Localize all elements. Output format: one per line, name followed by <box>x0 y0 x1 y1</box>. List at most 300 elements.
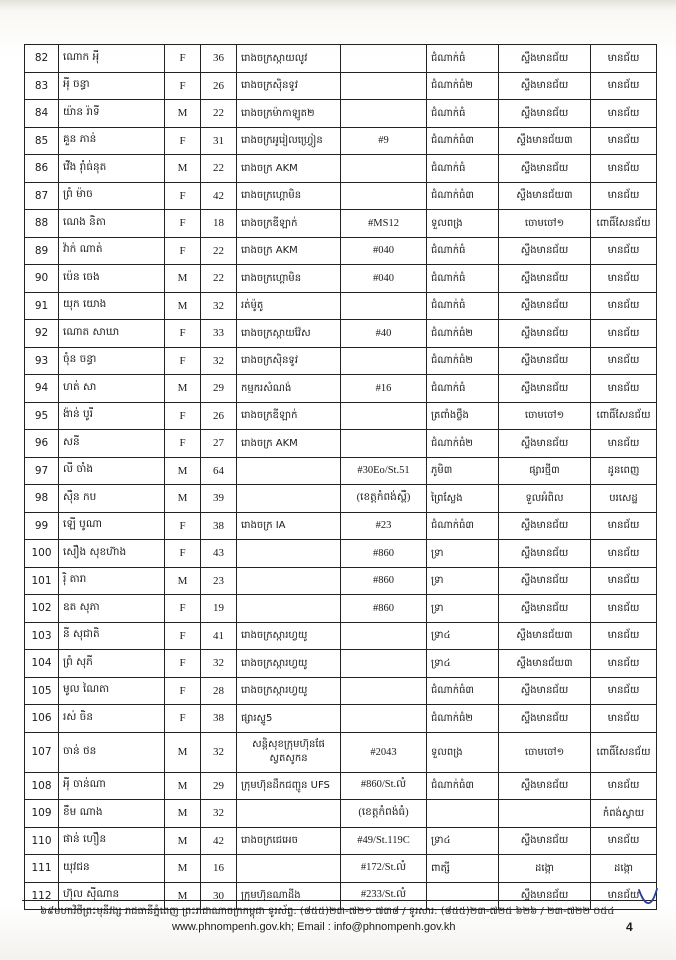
cell-district: មានជ័យ <box>591 72 657 100</box>
cell-workplace: រោងចក្រ AKM <box>237 237 341 265</box>
cell-district: មានជ័យ <box>591 540 657 568</box>
cell-age: 30 <box>201 882 237 910</box>
cell-age: 38 <box>201 512 237 540</box>
cell-village: ទ្រា៤ <box>427 622 499 650</box>
handwritten-mark-icon <box>636 886 660 908</box>
cell-number: 89 <box>25 237 59 265</box>
cell-house-number <box>341 622 427 650</box>
cell-district: ដង្កោ <box>591 855 657 883</box>
cell-sex: M <box>165 485 201 513</box>
cell-name: ណេង និតា <box>59 210 165 238</box>
cell-commune: ទួលអំពិល <box>499 485 591 513</box>
cell-district: មានជ័យ <box>591 567 657 595</box>
cell-name: រស់ ចិន <box>59 705 165 733</box>
cell-number: 94 <box>25 375 59 403</box>
cell-name: ប៉េន ចេង <box>59 265 165 293</box>
cell-sex: M <box>165 855 201 883</box>
cell-name: គួន ភាន់ <box>59 127 165 155</box>
cell-district: កំពង់ស្វាយ <box>591 800 657 828</box>
cell-house-number: #40 <box>341 320 427 348</box>
cell-name: ចុំន ចន្ធា <box>59 347 165 375</box>
table-row <box>25 705 657 733</box>
cell-workplace: រោងចក្រ AKM <box>237 430 341 458</box>
cell-district: មានជ័យ <box>591 375 657 403</box>
cell-workplace: រោងចក្រស្ការហ្វយូ <box>237 677 341 705</box>
cell-workplace <box>237 457 341 485</box>
cell-age: 28 <box>201 677 237 705</box>
cell-workplace <box>237 485 341 513</box>
cell-workplace: រោងចក្រហ្គោមិន <box>237 265 341 293</box>
cell-name: យុក យោង <box>59 292 165 320</box>
cell-village: ទួលពង្រ <box>427 210 499 238</box>
cell-commune: ស្ទឹងមានជ័យ <box>499 100 591 128</box>
cell-number: 107 <box>25 732 59 772</box>
cell-number: 103 <box>25 622 59 650</box>
cell-house-number <box>341 705 427 733</box>
cell-village: ទ្រា៤ <box>427 827 499 855</box>
cell-commune: ស្ទឹងមានជ័យ <box>499 72 591 100</box>
cell-commune: ស្ទឹងមានជ័យ <box>499 595 591 623</box>
cell-workplace <box>237 855 341 883</box>
cell-commune: ស្ទឹងមានជ័យ <box>499 375 591 403</box>
cell-district: មានជ័យ <box>591 292 657 320</box>
cell-district: មានជ័យ <box>591 650 657 678</box>
cell-village: ព្រៃស្លែង <box>427 485 499 513</box>
cell-sex: F <box>165 45 201 73</box>
cell-house-number: #860 <box>341 595 427 623</box>
table-row <box>25 402 657 430</box>
cell-house-number <box>341 402 427 430</box>
cell-commune: ស្ទឹងមានជ័យ <box>499 512 591 540</box>
cell-house-number <box>341 182 427 210</box>
cell-district: មានជ័យ <box>591 127 657 155</box>
cell-house-number: #MS12 <box>341 210 427 238</box>
table-row <box>25 210 657 238</box>
cell-number: 100 <box>25 540 59 568</box>
cell-workplace <box>237 800 341 828</box>
cell-house-number: #172/St.លំ <box>341 855 427 883</box>
cell-number: 105 <box>25 677 59 705</box>
cell-sex: M <box>165 800 201 828</box>
cell-village: ជំណាក់ធំ២ <box>427 347 499 375</box>
cell-village: ជំណាក់ធំ២ <box>427 320 499 348</box>
cell-commune: ស្ទឹងមានជ័យ <box>499 827 591 855</box>
cell-age: 32 <box>201 347 237 375</box>
cell-commune: ស្ទឹងមានជ័យ <box>499 292 591 320</box>
cell-age: 64 <box>201 457 237 485</box>
cell-age: 32 <box>201 800 237 828</box>
cell-name: ហត់ សា <box>59 375 165 403</box>
table-row <box>25 622 657 650</box>
cell-number: 87 <box>25 182 59 210</box>
cell-workplace: រោងចក្រស៊ិនទូវ <box>237 72 341 100</box>
cell-sex: F <box>165 127 201 155</box>
cell-number: 111 <box>25 855 59 883</box>
cell-workplace: រោងចក្រឌីឡាក់ <box>237 210 341 238</box>
cell-age: 32 <box>201 732 237 772</box>
cell-house-number: #23 <box>341 512 427 540</box>
cell-age: 38 <box>201 705 237 733</box>
cell-workplace <box>237 540 341 568</box>
cell-name: ចាន់ ថន <box>59 732 165 772</box>
table-row <box>25 45 657 73</box>
cell-number: 84 <box>25 100 59 128</box>
cell-workplace: រោងចក្រស្ការហ្វយូ <box>237 622 341 650</box>
cell-age: 22 <box>201 265 237 293</box>
cell-commune: ស្ទឹងមានជ័យ <box>499 677 591 705</box>
cell-sex: M <box>165 567 201 595</box>
table-row <box>25 732 657 772</box>
cell-name: នី សុជាតិ <box>59 622 165 650</box>
cell-commune: ស្ទឹងមានជ័យ <box>499 320 591 348</box>
cell-district: មានជ័យ <box>591 100 657 128</box>
cell-workplace: រោងចក្រជេអេច <box>237 827 341 855</box>
table-row <box>25 127 657 155</box>
cell-number: 104 <box>25 650 59 678</box>
cell-sex: F <box>165 72 201 100</box>
cell-number: 91 <box>25 292 59 320</box>
cell-sex: M <box>165 827 201 855</box>
cell-commune: ស្ទឹងមានជ័យ <box>499 347 591 375</box>
cell-village: ជំណាក់ធំ៣ <box>427 512 499 540</box>
cell-village: ជំណាក់ធំ៣ <box>427 772 499 800</box>
cell-district: មានជ័យ <box>591 45 657 73</box>
cell-village: ជំណាក់ធំ៣ <box>427 677 499 705</box>
cell-district: មានជ័យ <box>591 512 657 540</box>
cell-commune: ស្ទឹងមានជ័យ <box>499 265 591 293</box>
cell-sex: F <box>165 182 201 210</box>
table-row <box>25 155 657 183</box>
cell-name: ខឹម ណាង <box>59 800 165 828</box>
cell-commune: ស្ទឹងមានជ័យ <box>499 155 591 183</box>
table-row <box>25 347 657 375</box>
cell-village: ជំណាក់ធំ២ <box>427 430 499 458</box>
cell-number: 85 <box>25 127 59 155</box>
cell-workplace <box>237 595 341 623</box>
table-row <box>25 265 657 293</box>
cell-age: 33 <box>201 320 237 348</box>
cell-name: ហ៊ុល ស៊ីណាន <box>59 882 165 910</box>
cell-number: 112 <box>25 882 59 910</box>
cell-district: ពោធិ៍សែនជ័យ <box>591 402 657 430</box>
cell-sex: M <box>165 375 201 403</box>
cell-district: មានជ័យ <box>591 155 657 183</box>
cell-number: 88 <box>25 210 59 238</box>
cell-name: លី ចាំង <box>59 457 165 485</box>
cell-number: 106 <box>25 705 59 733</box>
cell-sex: F <box>165 595 201 623</box>
cell-name: ស៊ឺន កប <box>59 485 165 513</box>
cell-house-number: #2043 <box>341 732 427 772</box>
cell-workplace: ក្រុមហ៊ុនដឹកជញ្ជូន UFS <box>237 772 341 800</box>
cell-name: អុី ចន្ធា <box>59 72 165 100</box>
cell-age: 22 <box>201 237 237 265</box>
cell-house-number: (ខេត្តកំពង់ធំ) <box>341 800 427 828</box>
cell-age: 32 <box>201 292 237 320</box>
cell-name: មូល ណៃតា <box>59 677 165 705</box>
cell-sex: M <box>165 732 201 772</box>
cell-number: 93 <box>25 347 59 375</box>
cell-village: ត្រពាំងថ្លឹង <box>427 402 499 430</box>
cell-workplace: ក្រុមហ៊ុនណាដីង <box>237 882 341 910</box>
cell-workplace: រោងចក្រម៉ាកាឡូត២ <box>237 100 341 128</box>
cell-sex: F <box>165 347 201 375</box>
cell-name: សឿង សុខហ៊ាង <box>59 540 165 568</box>
cell-number: 101 <box>25 567 59 595</box>
cell-house-number: #860 <box>341 567 427 595</box>
cell-commune: ស្ទឹងមានជ័យ <box>499 237 591 265</box>
cell-commune: ដង្កោ <box>499 855 591 883</box>
cell-house-number <box>341 72 427 100</box>
cell-commune: ស្ទឹងមានជ័យ <box>499 882 591 910</box>
cell-village <box>427 800 499 828</box>
cell-number: 86 <box>25 155 59 183</box>
table-row <box>25 650 657 678</box>
cell-age: 22 <box>201 155 237 183</box>
cell-commune: ចោមចៅ១ <box>499 210 591 238</box>
cell-age: 42 <box>201 827 237 855</box>
cell-sex: M <box>165 265 201 293</box>
cell-name: សនី <box>59 430 165 458</box>
cell-number: 102 <box>25 595 59 623</box>
cell-sex: M <box>165 292 201 320</box>
cell-sex: M <box>165 772 201 800</box>
cell-name: ឧត សុភា <box>59 595 165 623</box>
cell-village: ជំណាក់ធំ <box>427 265 499 293</box>
cell-village: ជំណាក់ធំ <box>427 155 499 183</box>
cell-commune: ស្ទឹងមានជ័យ <box>499 430 591 458</box>
cell-district: មានជ័យ <box>591 705 657 733</box>
cell-house-number: #040 <box>341 237 427 265</box>
table-row <box>25 595 657 623</box>
cell-commune: ស្ទឹងមានជ័យ <box>499 45 591 73</box>
cell-sex: F <box>165 677 201 705</box>
cell-workplace: រោងចក្រ IA <box>237 512 341 540</box>
table-row <box>25 540 657 568</box>
cell-age: 18 <box>201 210 237 238</box>
cell-commune: ស្ទឹងមានជ័យ <box>499 772 591 800</box>
cell-age: 23 <box>201 567 237 595</box>
cell-age: 22 <box>201 100 237 128</box>
cell-sex: M <box>165 457 201 485</box>
cell-sex: F <box>165 650 201 678</box>
cell-sex: F <box>165 237 201 265</box>
cell-village: ទ្រា <box>427 595 499 623</box>
table-row <box>25 430 657 458</box>
cell-sex: M <box>165 100 201 128</box>
cell-commune: ចោមចៅ១ <box>499 732 591 772</box>
cell-workplace: រោងចក្រហ្គោមិន <box>237 182 341 210</box>
cell-number: 109 <box>25 800 59 828</box>
page-top-edge <box>0 0 676 10</box>
cell-village: ពាត្សី <box>427 855 499 883</box>
cell-sex: F <box>165 512 201 540</box>
footer-address: ៦៩មហាវិថីព្រះមុនីវង្ស រាជធានីភ្នំពេញ ព្រះរាជាណាចក្រកម្ពុជា ទូរស័ព្ទ: (៨៥៥)២៣-៧២១ ៧៣៨ / ទូរសារ: (៨៥៥)២៣-៧២៥ ៦២៦ / ២៣-៧២២ ០៥៤ <box>40 906 615 917</box>
cell-sex: F <box>165 320 201 348</box>
cell-age: 31 <box>201 127 237 155</box>
cell-district: ដូនពេញ <box>591 457 657 485</box>
footer-divider <box>22 900 656 901</box>
table-row <box>25 567 657 595</box>
cell-house-number <box>341 155 427 183</box>
cell-name: ណោត សាឃា <box>59 320 165 348</box>
patient-list-table <box>24 44 657 910</box>
cell-house-number <box>341 347 427 375</box>
cell-age: 27 <box>201 430 237 458</box>
cell-age: 32 <box>201 650 237 678</box>
cell-name: យ៉ាន រ៉ាទី <box>59 100 165 128</box>
cell-number: 92 <box>25 320 59 348</box>
cell-name: អុី ចាន់ណា <box>59 772 165 800</box>
cell-district: ពោធិ៍សែនជ័យ <box>591 210 657 238</box>
table-row <box>25 855 657 883</box>
cell-district: មានជ័យ <box>591 237 657 265</box>
cell-number: 96 <box>25 430 59 458</box>
table-row <box>25 100 657 128</box>
cell-village: ទ្រា៤ <box>427 650 499 678</box>
cell-name: វើង រ៉ាំធ់នុត <box>59 155 165 183</box>
cell-house-number <box>341 430 427 458</box>
cell-age: 16 <box>201 855 237 883</box>
cell-village: ទួលពង្រ <box>427 732 499 772</box>
cell-district: ពោធិ៍សែនជ័យ <box>591 732 657 772</box>
cell-house-number <box>341 292 427 320</box>
cell-number: 97 <box>25 457 59 485</box>
cell-village: ភូមិ៣ <box>427 457 499 485</box>
cell-sex: M <box>165 882 201 910</box>
page-number: 4 <box>626 920 633 934</box>
cell-house-number <box>341 100 427 128</box>
cell-age: 36 <box>201 45 237 73</box>
cell-commune: ស្ទឹងមានជ័យ <box>499 567 591 595</box>
cell-district: មានជ័យ <box>591 595 657 623</box>
cell-name: ឡើ បូណា <box>59 512 165 540</box>
cell-age: 26 <box>201 72 237 100</box>
cell-age: 26 <box>201 402 237 430</box>
cell-workplace: រោងចក្រស៊ិនទូវ <box>237 347 341 375</box>
cell-house-number <box>341 650 427 678</box>
cell-workplace: ផ្សារស្ទូ5 <box>237 705 341 733</box>
cell-number: 82 <box>25 45 59 73</box>
cell-name: ណោក អុី <box>59 45 165 73</box>
cell-workplace: រោងចក្រឌីឡាក់ <box>237 402 341 430</box>
cell-workplace: រោងចក្រ AKM <box>237 155 341 183</box>
table-row <box>25 182 657 210</box>
cell-number: 108 <box>25 772 59 800</box>
table-row <box>25 485 657 513</box>
cell-sex: F <box>165 540 201 568</box>
cell-district: មានជ័យ <box>591 182 657 210</box>
cell-commune: ស្ទឹងមានជ័យ៣ <box>499 622 591 650</box>
cell-workplace: រោងចក្រស្កាយលូវ <box>237 45 341 73</box>
cell-house-number: #233/St.លំ <box>341 882 427 910</box>
cell-village: ជំណាក់ធំ៣ <box>427 182 499 210</box>
cell-house-number: (ខេត្តកំពង់ស្ពឺ) <box>341 485 427 513</box>
cell-age: 43 <box>201 540 237 568</box>
table-row <box>25 457 657 485</box>
table-row <box>25 72 657 100</box>
cell-age: 29 <box>201 772 237 800</box>
cell-workplace: រោងចក្រអូរៀលហ្វ្រៀន <box>237 127 341 155</box>
cell-name: យុវជន <box>59 855 165 883</box>
cell-number: 83 <box>25 72 59 100</box>
cell-name: ព្រំ សុភី <box>59 650 165 678</box>
cell-commune: ស្ទឹងមានជ័យ៣ <box>499 182 591 210</box>
cell-house-number: #9 <box>341 127 427 155</box>
cell-village: ជំណាក់ធំ <box>427 292 499 320</box>
cell-age: 19 <box>201 595 237 623</box>
cell-workplace: រោងចក្រស្កាយវ៉ែស <box>237 320 341 348</box>
cell-district: មានជ័យ <box>591 677 657 705</box>
cell-house-number: #040 <box>341 265 427 293</box>
cell-village: ជំណាក់ធំ <box>427 237 499 265</box>
cell-age: 42 <box>201 182 237 210</box>
table-row <box>25 800 657 828</box>
cell-village: ជំណាក់ធំ <box>427 45 499 73</box>
cell-number: 110 <box>25 827 59 855</box>
cell-sex: F <box>165 622 201 650</box>
table-row <box>25 677 657 705</box>
cell-village: ទ្រា <box>427 540 499 568</box>
table-row <box>25 827 657 855</box>
table-body <box>25 45 657 910</box>
cell-name: វ៉ាក់ ណាត់ <box>59 237 165 265</box>
cell-name: រ៉ិ តារា <box>59 567 165 595</box>
cell-district: មានជ័យ <box>591 430 657 458</box>
table-row <box>25 292 657 320</box>
cell-sex: F <box>165 210 201 238</box>
cell-workplace: កម្មករសំណង់ <box>237 375 341 403</box>
cell-commune: ស្ទឹងមានជ័យ <box>499 540 591 568</box>
cell-commune: ផ្សារថ្មី៣ <box>499 457 591 485</box>
cell-commune: ចោមចៅ១ <box>499 402 591 430</box>
cell-number: 90 <box>25 265 59 293</box>
cell-house-number <box>341 45 427 73</box>
cell-workplace: រោងចក្រស្ការហ្វយូ <box>237 650 341 678</box>
cell-sex: F <box>165 402 201 430</box>
cell-name: ង៉ាន់ បូរី <box>59 402 165 430</box>
cell-house-number <box>341 677 427 705</box>
cell-district: មានជ័យ <box>591 265 657 293</box>
cell-house-number: #860/St.លំ <box>341 772 427 800</box>
cell-village: ជំណាក់ធំ២ <box>427 705 499 733</box>
cell-village: ជំណាក់ធំ <box>427 375 499 403</box>
cell-commune <box>499 800 591 828</box>
cell-age: 29 <box>201 375 237 403</box>
cell-age: 39 <box>201 485 237 513</box>
cell-village: ជំណាក់ធំ <box>427 100 499 128</box>
cell-workplace <box>237 567 341 595</box>
cell-house-number: #49/St.119C <box>341 827 427 855</box>
cell-commune: ស្ទឹងមានជ័យ៣ <box>499 650 591 678</box>
cell-district: មានជ័យ <box>591 622 657 650</box>
cell-name: ផាន់ ហឿន <box>59 827 165 855</box>
cell-number: 98 <box>25 485 59 513</box>
cell-sex: F <box>165 705 201 733</box>
cell-commune: ស្ទឹងមានជ័យ៣ <box>499 127 591 155</box>
cell-village: ជំណាក់ធំ៣ <box>427 127 499 155</box>
cell-workplace: សន្តិសុខក្រុមហ៊ុនផែស្វតសូកន <box>237 732 341 772</box>
cell-district: មានជ័យ <box>591 320 657 348</box>
cell-village: ទ្រា <box>427 567 499 595</box>
cell-district: មានជ័យ <box>591 827 657 855</box>
cell-house-number: #16 <box>341 375 427 403</box>
cell-sex: M <box>165 155 201 183</box>
cell-name: ព្រំ ម៉ាច <box>59 182 165 210</box>
table-row <box>25 237 657 265</box>
cell-sex: F <box>165 430 201 458</box>
cell-number: 99 <box>25 512 59 540</box>
